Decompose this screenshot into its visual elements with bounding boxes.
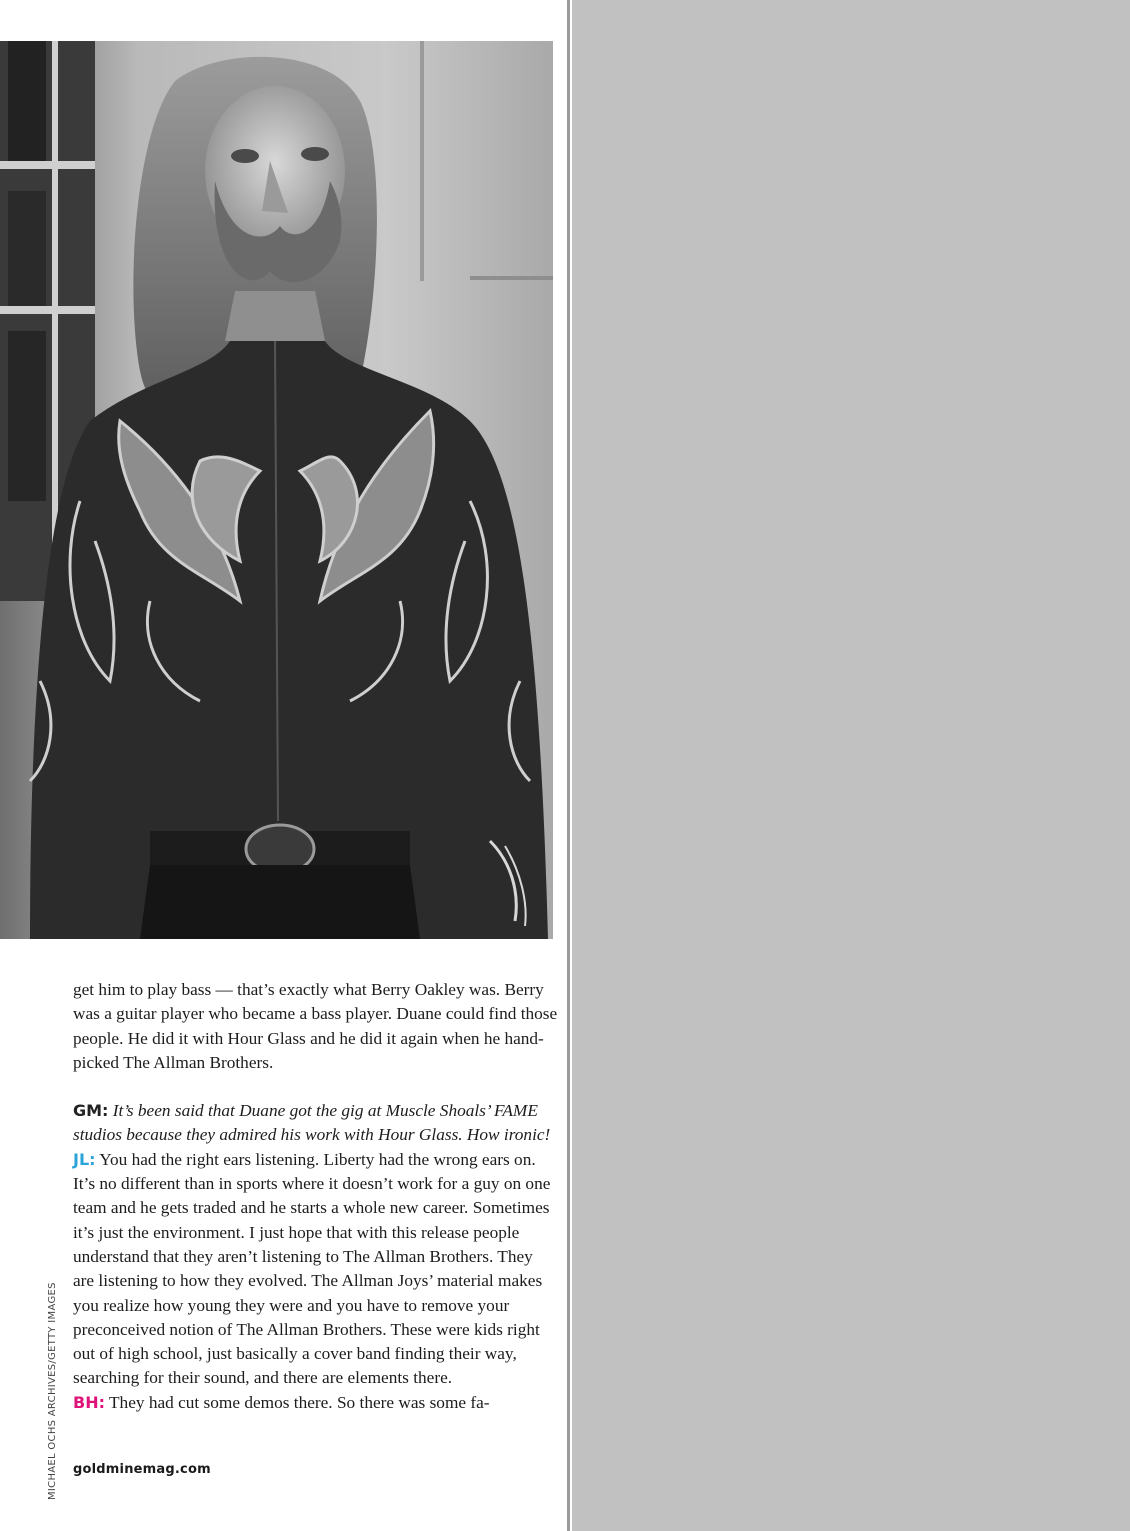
footer-site-url: goldminemag.com bbox=[73, 1462, 211, 1477]
paragraph-intro: get him to play bass — that’s exactly what Berry Oakley was. Berry was a guitar player who became a bass player. Duane could find those people. He did it with Hour Glass and he did it again when he hand-picked The Allman Brothers. bbox=[73, 980, 558, 1072]
magazine-page bbox=[0, 0, 564, 1531]
speaker-jl-label: JL: bbox=[73, 1149, 96, 1169]
speaker-bh-label: BH: bbox=[73, 1392, 105, 1412]
article-body bbox=[73, 978, 558, 1415]
answer-jl bbox=[73, 1148, 558, 1391]
answer-bh bbox=[73, 1391, 558, 1415]
answer-bh-text: They had cut some demos there. So there was some fa- bbox=[109, 1392, 490, 1412]
question-gm bbox=[73, 1099, 558, 1148]
answer-jl-text: You had the right ears listening. Liberty had the wrong ears on. It’s no different than in sports where it doesn’t work for a guy on one team and he gets traded and he starts a whole new career. Sometimes it’s just the environment. I just hope that with this release people understand that they aren’t listening to The Allman Brothers. They are listening to how they evolved. The Allman Joys’ material makes you realize how young they were and you have to remove your preconceived notion of The Allman Brothers. These were kids right out of high school, just basically a cover band finding their way, searching for their sound, and there are elements there. bbox=[73, 1149, 551, 1388]
page-divider bbox=[567, 0, 570, 1531]
paragraph-gap bbox=[73, 1075, 558, 1099]
question-gm-text: It’s been said that Duane got the gig at Muscle Shoals’ FAME studios because they admired his work with Hour Glass. How ironic! bbox=[73, 1101, 551, 1145]
photo-credit: MICHAEL OCHS ARCHIVES/GETTY IMAGES bbox=[47, 1282, 58, 1500]
duane-allman-photo bbox=[0, 41, 553, 939]
blank-gray-panel bbox=[572, 0, 1130, 1531]
speaker-gm-label: GM: bbox=[73, 1101, 109, 1121]
